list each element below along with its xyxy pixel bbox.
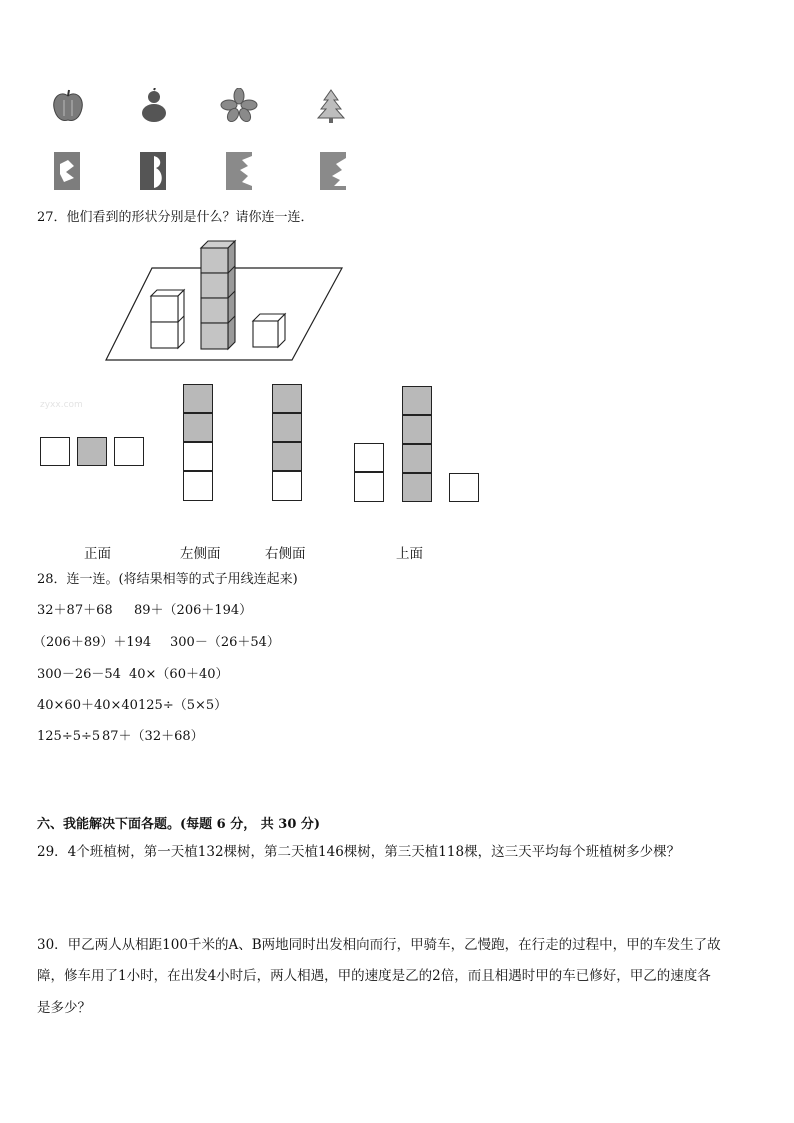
q28-title: 28．连一连。(将结果相等的式子用线连起来) bbox=[37, 572, 298, 587]
cube-scene-diagram bbox=[100, 238, 350, 364]
label-right-side: 右侧面 bbox=[265, 546, 306, 562]
q29-text: 29．4个班植树，第一天植132棵树，第二天植146棵树，第三天植118棵，这三天平均每个班植树多少棵？ bbox=[37, 844, 681, 860]
q27-title: 27．他们看到的形状分别是什么？请你连一连． bbox=[37, 210, 314, 225]
label-front: 正面 bbox=[84, 546, 111, 562]
q30-line-2: 障，修车用了1小时，在出发4小时后，两人相遇，甲的速度是乙的2倍，而且相遇时甲的车已修好，甲乙的速度各 bbox=[37, 968, 711, 984]
q30-line-1: 30．甲乙两人从相距100千米的A、B两地同时出发相向而行，甲骑车，乙慢跑，在行走的过程中，甲的车发生了故 bbox=[37, 937, 721, 953]
section-heading: 六、我能解决下面各题。(每题 6 分， 共 30 分) bbox=[37, 817, 321, 832]
tree-icon bbox=[316, 88, 346, 124]
expr-left-3[interactable]: 300－26－54 bbox=[37, 667, 121, 682]
q30-line-3: 是多少？ bbox=[37, 1000, 91, 1016]
expr-left-4[interactable]: 40×60＋40×40 bbox=[37, 698, 138, 713]
cutout-gourd-icon bbox=[138, 150, 168, 192]
flower-icon bbox=[220, 88, 258, 122]
expr-right-3[interactable]: 40×（60＋40） bbox=[129, 667, 229, 682]
cutout-flower-icon bbox=[224, 150, 254, 192]
watermark: zyxx.com bbox=[40, 400, 83, 410]
cutout-leaf-icon bbox=[52, 150, 82, 192]
expr-right-5[interactable]: 87＋（32＋68） bbox=[102, 729, 204, 744]
gourd-icon bbox=[138, 88, 170, 124]
expr-right-4[interactable]: 125÷（5×5） bbox=[138, 698, 228, 713]
expr-right-1[interactable]: 89＋（206＋194） bbox=[134, 603, 253, 618]
expr-left-2[interactable]: （206＋89）＋194 bbox=[33, 635, 152, 650]
expr-left-5[interactable]: 125÷5÷5 bbox=[37, 729, 101, 744]
apple-icon bbox=[50, 88, 86, 124]
expr-right-2[interactable]: 300－（26＋54） bbox=[170, 635, 280, 650]
cutout-tree-icon bbox=[318, 150, 348, 192]
label-left-side: 左侧面 bbox=[180, 546, 221, 562]
label-top: 上面 bbox=[396, 546, 423, 562]
expr-left-1[interactable]: 32＋87＋68 bbox=[37, 603, 113, 618]
